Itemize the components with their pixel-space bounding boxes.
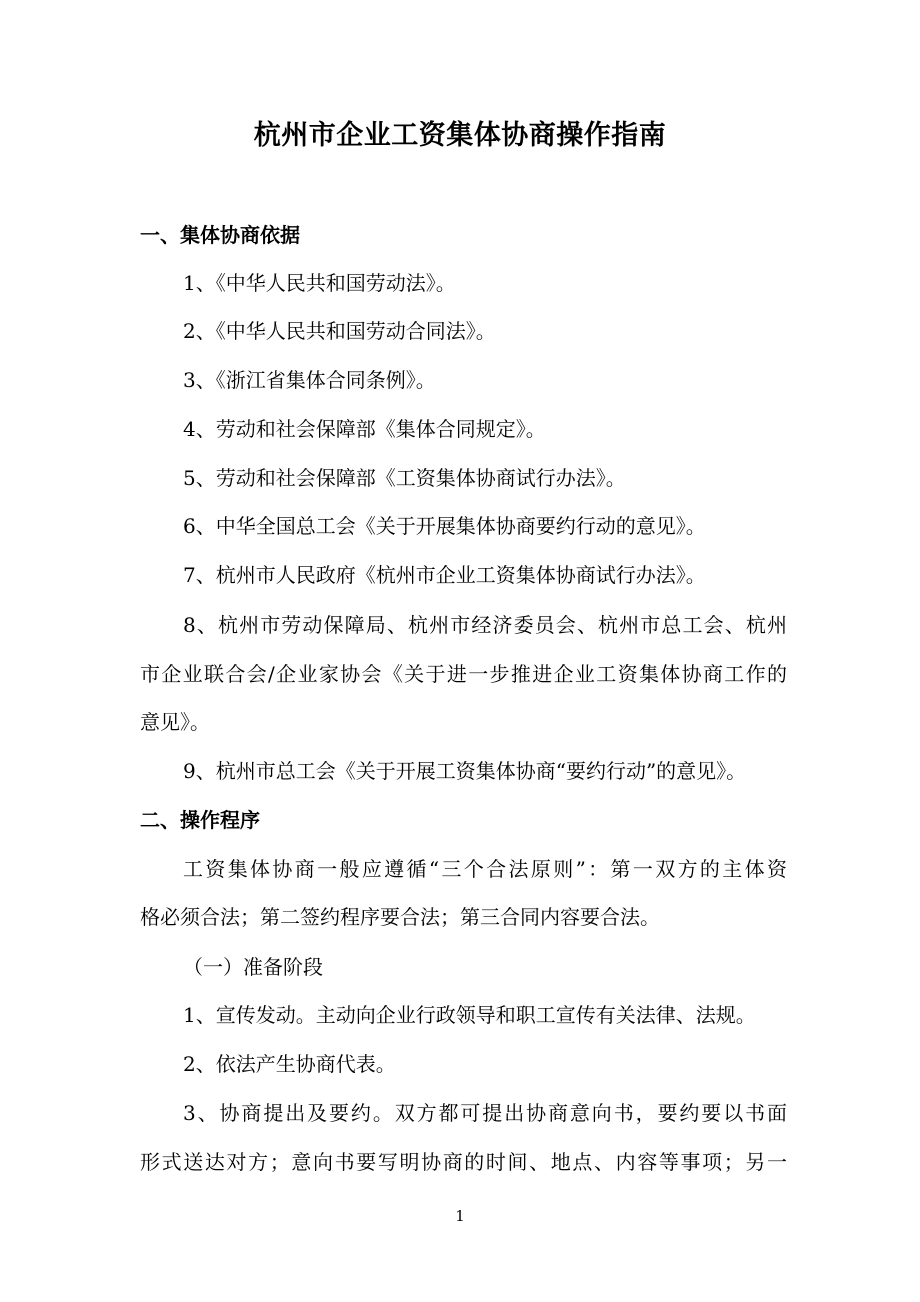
section1-item-8-line3: 意见》。	[140, 710, 210, 734]
page-number: 1	[455, 1207, 465, 1225]
section1-item-1: 1、《中华人民共和国劳动法》。	[183, 271, 456, 295]
section1-item-9: 9、杭州市总工会《关于开展工资集体协商“要约行动”的意见》。	[183, 759, 747, 783]
section2-heading: 二、操作程序	[140, 808, 260, 832]
stage-step-1: 1、宣传发动。主动向企业行政领导和职工宣传有关法律、法规。	[183, 1003, 756, 1027]
section1-item-2: 2、《中华人民共和国劳动合同法》。	[183, 319, 496, 343]
section2-intro-line1: 工资集体协商一般应遵循“三个合法原则”：第一双方的主体资	[183, 857, 787, 881]
stage-heading: （一）准备阶段	[183, 955, 323, 979]
stage-step-2: 2、依法产生协商代表。	[183, 1052, 396, 1076]
section1-item-8-line2: 市企业联合会/企业家协会《关于进一步推进企业工资集体协商工作的	[140, 662, 787, 686]
section1-item-4: 4、劳动和社会保障部《集体合同规定》。	[183, 417, 546, 441]
section1-item-6: 6、中华全国总工会《关于开展集体协商要约行动的意见》。	[183, 514, 706, 538]
section1-item-7: 7、杭州市人民政府《杭州市企业工资集体协商试行办法》。	[183, 563, 706, 587]
section1-heading: 一、集体协商依据	[140, 223, 300, 247]
stage-step-3-line2: 形式送达对方；意向书要写明协商的时间、地点、内容等事项；另一	[140, 1150, 787, 1174]
document-title: 杭州市企业工资集体协商操作指南	[253, 120, 667, 151]
section1-item-5: 5、劳动和社会保障部《工资集体协商试行办法》。	[183, 466, 626, 490]
section2-intro-line2: 格必须合法；第二签约程序要合法；第三合同内容要合法。	[140, 905, 660, 929]
section1-item-8-line1: 8、杭州市劳动保障局、杭州市经济委员会、杭州市总工会、杭州	[183, 613, 787, 637]
stage-step-3-line1: 3、协商提出及要约。双方都可提出协商意向书，要约要以书面	[183, 1101, 787, 1125]
section1-item-3: 3、《浙江省集体合同条例》。	[183, 368, 436, 392]
